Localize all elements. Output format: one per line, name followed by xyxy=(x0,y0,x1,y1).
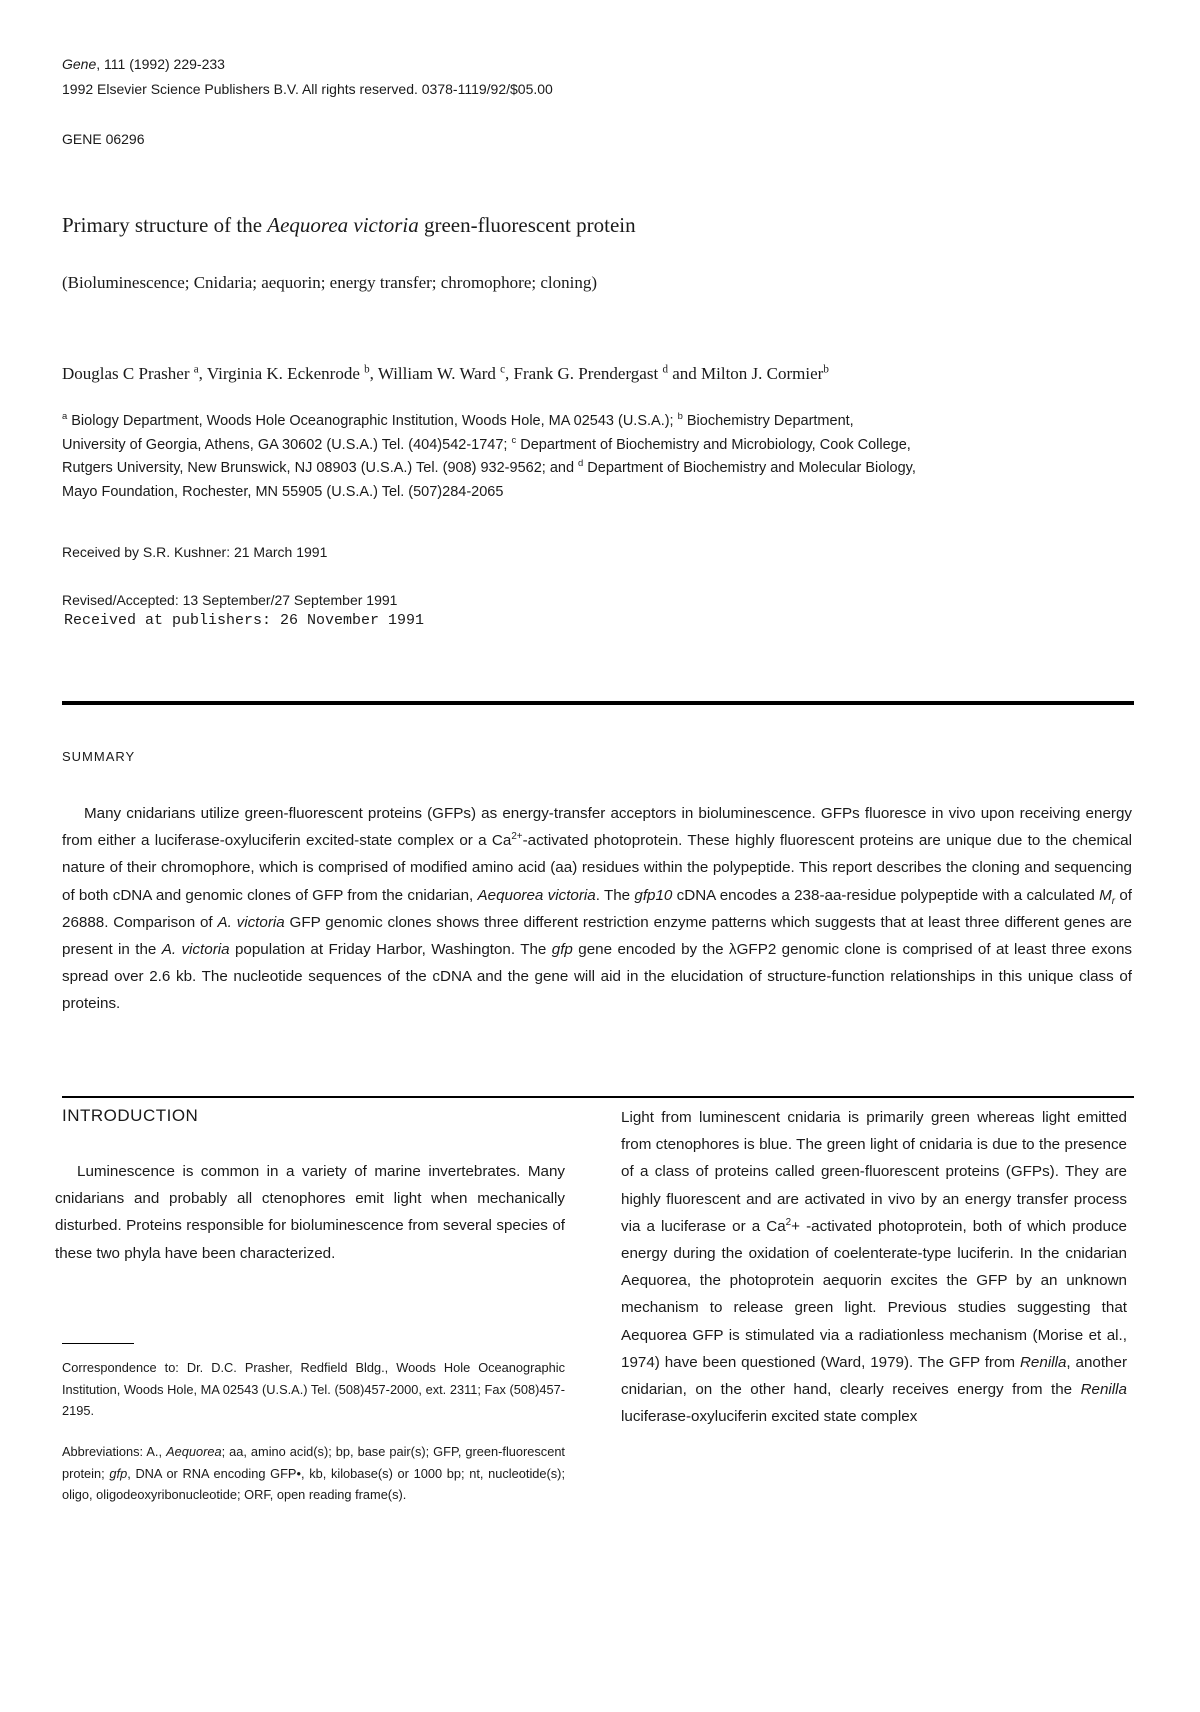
revised-date: Revised/Accepted: 13 September/27 September 1991 xyxy=(62,592,398,608)
title-part-1: Primary structure of the xyxy=(62,213,268,237)
affiliation-line xyxy=(62,481,1132,505)
introduction-heading: INTRODUCTION xyxy=(62,1106,199,1125)
introduction-right-paragraph xyxy=(621,1104,1127,1430)
affil-text: Biochemistry Department, xyxy=(682,413,854,429)
journal-header xyxy=(62,52,553,102)
intro-italic: Renilla xyxy=(1080,1381,1127,1399)
summary-italic: Aequorea victoria xyxy=(477,886,596,904)
author-prasher: Douglas C Prasher xyxy=(62,364,194,383)
article-title xyxy=(62,211,636,239)
journal-name: Gene xyxy=(62,56,97,72)
affil-text: University of Georgia, Athens, GA 30602 (U.S.A.) Tel. (404)542-1747; xyxy=(62,436,512,453)
author-cormier: and Milton J. Cormier xyxy=(667,364,824,383)
summary-text: Many cnidarians utilize green-fluorescent proteins (GFPs) as energy-transfer acceptors in bioluminescence. GFPs fluoresce in vivo upon receiving energy from either a luciferase-oxyluciferin excited-state complex or a Ca xyxy=(62,805,1132,850)
affiliation-line xyxy=(62,434,1132,458)
affil-text: Rutgers University, New Brunswick, NJ 08903 (U.S.A.) Tel. (908) 932-9562; and xyxy=(62,460,579,476)
header-divider xyxy=(62,701,1134,705)
intro-sup: 2 xyxy=(785,1216,792,1228)
summary-text: of 26888. Comparison of xyxy=(62,886,1132,931)
affil-text: Biology Department, Woods Hole Oceanographic Institution, Woods Hole, MA 02543 (U.S.A.); xyxy=(67,413,678,429)
intro-text: luciferase-oxyluciferin excited state complex xyxy=(621,1408,918,1426)
abbrev-italic: Aequorea xyxy=(166,1444,222,1459)
intro-text: , another cnidarian, on the other hand, clearly receives energy from the xyxy=(621,1353,1128,1399)
keywords: (Bioluminescence; Cnidaria; aequorin; energy transfer; chromophore; cloning) xyxy=(62,273,598,292)
summary-text: gene encoded by the λGFP2 genomic clone is comprised of at least three exons spread over 2.6 kb. The nucleotide sequences of the cDNA and the gene will aid in the elucidation of structure-function relationships in this unique class of proteins. xyxy=(62,941,1132,1013)
author-ward: , William W. Ward xyxy=(369,364,501,383)
summary-text: -activated photoprotein. These highly fluorescent proteins are unique due to the chemical nature of their chromophore, which is comprised of modified amino acid (aa) residues within the polypeptide. This report describes the cloning and sequencing of both cDNA and genomic clones of GFP from the cnidarian, xyxy=(62,832,1132,904)
received-at-publishers: Received at publishers: 26 November 1991 xyxy=(64,612,425,629)
affiliations xyxy=(62,410,1132,504)
summary-italic: A. victoria xyxy=(217,913,285,931)
summary-text: GFP genomic clones shows three different restriction enzyme patterns which suggests that at least three different genes are present in the xyxy=(62,913,1132,959)
summary-italic: M xyxy=(1099,886,1112,904)
author-sup: b xyxy=(364,363,370,376)
affiliation-line xyxy=(62,457,1132,481)
title-species: Aequorea victoria xyxy=(267,213,419,237)
summary-paragraph xyxy=(62,800,1132,1018)
affil-sup: a xyxy=(62,410,68,422)
summary-text: population at Friday Harbor, Washington. The xyxy=(229,941,552,959)
summary-sub: r xyxy=(1111,895,1116,907)
author-sup: b xyxy=(823,363,829,376)
author-sup: d xyxy=(662,363,668,376)
intro-text: + -activated photoprotein, both of which produce energy during the oxidation of coelenterate-type luciferin. In the cnidarian Aequorea, the photoprotein aequorin excites the GFP by an unknown mechanism to release green light. Previous studies suggesting that Aequorea GFP is stimulated via a radiationless mechanism (Morise et al., 1974) have been questioned (Ward, 1979). The GFP from xyxy=(621,1217,1127,1371)
abbrev-text: , DNA or RNA encoding GFP•, kb, kilobase(s) or 1000 bp; nt, nucleotide(s); oligo, oligodeoxyribonucleotide; ORF, open reading frame(s). xyxy=(62,1465,565,1502)
affil-text: Department of Biochemistry and Molecular Biology, xyxy=(583,460,916,476)
summary-italic: gfp xyxy=(551,941,573,959)
author-prendergast: , Frank G. Prendergast xyxy=(505,364,663,383)
author-list xyxy=(62,362,829,386)
correspondence-footnote: Correspondence to: Dr. D.C. Prasher, Redfield Bldg., Woods Hole Oceanographic Institution, Woods Hole, MA 02543 (U.S.A.) Tel. (508)457-2000, ext. 2311; Fax (508)457-2195. xyxy=(62,1360,565,1418)
gene-number: GENE 06296 xyxy=(62,131,145,147)
abbrev-text: ; aa, amino acid(s); bp, base pair(s); GFP, green-fluorescent protein; xyxy=(62,1444,565,1481)
author-eckenrode: , Virginia K. Eckenrode xyxy=(198,364,365,383)
intro-text: Light from luminescent cnidaria is primarily green whereas light emitted from ctenophores is blue. The green light of cnidaria is due to the presence of a class of proteins called green-fluorescent proteins (GFPs). They are highly fluorescent and are activated in vivo by an energy transfer process via a luciferase or a Ca xyxy=(621,1109,1127,1235)
citation-line xyxy=(62,52,553,77)
summary-text: . The xyxy=(595,886,635,904)
introduction-left-paragraph: Luminescence is common in a variety of marine invertebrates. Many cnidarians and probably all ctenophores emit light when mechanically disturbed. Proteins responsible for bioluminescence from several species of these two phyla have been characterized. xyxy=(55,1163,565,1262)
summary-italic: A. victoria xyxy=(161,941,230,959)
copyright-line: 1992 Elsevier Science Publishers B.V. All rights reserved. 0378-1119/92/$05.00 xyxy=(62,81,553,97)
affil-sup: d xyxy=(578,457,584,469)
abbrev-text: Abbreviations: A., xyxy=(62,1444,167,1459)
abbrev-italic: gfp xyxy=(109,1465,128,1481)
author-sup: c xyxy=(500,363,506,376)
summary-divider xyxy=(62,1096,1134,1098)
affil-sup: b xyxy=(677,410,683,422)
title-part-2: green-fluorescent protein xyxy=(418,213,636,237)
affil-text: Mayo Foundation, Rochester, MN 55905 (U.S.A.) Tel. (507)284-2065 xyxy=(62,483,504,500)
intro-italic: Renilla xyxy=(1019,1353,1067,1371)
affil-text: Department of Biochemistry and Microbiology, Cook College, xyxy=(516,436,911,453)
summary-italic: gfp10 xyxy=(634,886,673,904)
summary-text: cDNA encodes a 238-aa-residue polypeptide with a calculated xyxy=(672,886,1100,904)
summary-sup: 2+ xyxy=(511,831,523,843)
citation-volume: , 111 (1992) 229-233 xyxy=(96,56,225,72)
affiliation-line xyxy=(62,410,1132,434)
abbreviations-footnote xyxy=(62,1441,565,1506)
summary-heading: SUMMARY xyxy=(62,749,136,764)
affil-sup: c xyxy=(511,433,517,445)
author-sup: a xyxy=(193,363,199,376)
footnote-rule xyxy=(62,1343,134,1344)
received-date: Received by S.R. Kushner: 21 March 1991 xyxy=(62,544,328,560)
